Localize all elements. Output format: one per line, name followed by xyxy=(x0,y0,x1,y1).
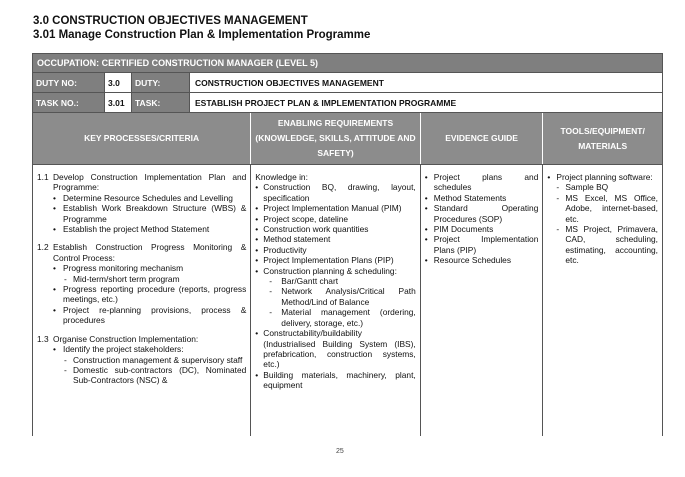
enabling-requirements-cell xyxy=(251,165,420,436)
list-item: • Productivity xyxy=(255,244,307,255)
competency-table xyxy=(32,53,663,436)
list-subitem: - Material management (ordering, delivery, storage, etc.) xyxy=(269,307,416,328)
list-item: • Project scope, dateline xyxy=(255,213,349,224)
duty-label: DUTY: xyxy=(132,73,190,92)
list-item: • Method statement xyxy=(255,234,331,245)
duty-value: CONSTRUCTION OBJECTIVES MANAGEMENT xyxy=(195,77,384,88)
list-item: • Determine Resource Schedules and Levelling xyxy=(53,192,233,203)
list-item: • Resource Schedules xyxy=(424,255,512,266)
list-item: • Construction planning & scheduling: xyxy=(255,265,397,276)
header-enabling-requirements: ENABLING REQUIREMENTS (KNOWLEDGE, SKILLS, ATTITUDE AND SAFETY) xyxy=(251,113,420,164)
table-body xyxy=(32,165,663,436)
list-item: • PIM Documents xyxy=(424,224,494,235)
duty-no-label: DUTY NO: xyxy=(33,73,105,92)
list-item: • Identify the project stakeholders: xyxy=(53,344,184,355)
duty-row xyxy=(32,73,663,93)
list-subitem: - Sample BQ xyxy=(556,182,609,193)
list-item: • Project re-planning provisions, process & procedures xyxy=(53,304,247,326)
task-value: ESTABLISH PROJECT PLAN & IMPLEMENTATION PROGRAMME xyxy=(195,97,457,108)
knowledge-intro: Knowledge in: xyxy=(255,172,308,182)
list-subitem: - Bar/Gantt chart xyxy=(269,276,339,287)
tools-materials-cell xyxy=(543,165,662,436)
list-item: • Establish Work Breakdown Structure (WBS) & Programme xyxy=(53,203,247,224)
list-item: • Project Implementation Manual (PIM) xyxy=(255,203,402,214)
list-item: • Construction work quantities xyxy=(255,224,369,235)
header-tools-materials: TOOLS/EQUIPMENT/ MATERIALS xyxy=(560,125,645,151)
process-1-1: 1.1 Develop Construction Implementation Plan and Programme: xyxy=(37,172,247,193)
list-subitem: - MS Excel, MS Office, Adobe, internet-based, etc. xyxy=(556,192,658,224)
list-subitem: - MS Project, Primavera, CAD, scheduling, estimating, accounting, etc. xyxy=(556,224,658,266)
list-subitem: - Construction management & supervisory staff xyxy=(64,354,243,365)
column-header-row xyxy=(32,113,663,165)
list-item: • Method Statements xyxy=(424,192,507,203)
list-item: • Progress reporting procedure (reports, progress meetings, etc.) xyxy=(53,284,247,305)
duty-no-value: 3.0 xyxy=(105,73,132,92)
task-no-label: TASK NO.: xyxy=(33,93,105,112)
list-subitem: - Mid-term/short term program xyxy=(64,273,180,284)
list-item: • Project Implementation Plans (PIP) xyxy=(255,255,394,266)
evidence-guide-cell xyxy=(421,165,544,436)
header-key-processes: KEY PROCESSES/CRITERIA xyxy=(33,113,251,164)
list-item: • Project plans and schedules xyxy=(424,172,539,193)
list-item: • Establish the project Method Statement xyxy=(53,224,210,235)
list-item: • Building materials, machinery, plant, equipment xyxy=(255,369,416,391)
page-number: 25 xyxy=(336,448,344,455)
task-no-value: 3.01 xyxy=(105,93,132,112)
header-evidence-guide: EVIDENCE GUIDE xyxy=(421,113,544,164)
occupation-row: OCCUPATION: CERTIFIED CONSTRUCTION MANAGER (LEVEL 5) xyxy=(32,53,663,73)
list-item: • Progress monitoring mechanism xyxy=(53,263,184,274)
subsection-heading: 3.01 Manage Construction Plan & Implementation Programme xyxy=(33,29,371,41)
task-row xyxy=(32,93,663,113)
list-subitem: - Network Analysis/Critical Path Method/Lind of Balance xyxy=(269,286,416,307)
process-1-3: 1.3 Organise Construction Implementation: xyxy=(37,333,199,344)
list-subitem: - Domestic sub-contractors (DC), Nominated Sub-Contractors (NSC) & xyxy=(64,364,247,386)
key-processes-cell xyxy=(33,165,251,436)
section-heading: 3.0 CONSTRUCTION OBJECTIVES MANAGEMENT xyxy=(33,15,308,27)
list-item: • Project planning software: xyxy=(547,172,653,182)
list-item: • Constructability/buildability (Industrialised Building System (IBS), prefabrication, construction systems, etc.) xyxy=(255,328,416,370)
task-label: TASK: xyxy=(132,93,190,112)
list-item: • Project Implementation Plans (PIP) xyxy=(424,234,539,255)
list-item: • Construction BQ, drawing, layout, specification xyxy=(255,182,416,203)
process-1-2: 1.2 Establish Construction Progress Monitoring & Control Process: xyxy=(37,242,247,263)
list-item: • Standard Operating Procedures (SOP) xyxy=(424,203,539,224)
